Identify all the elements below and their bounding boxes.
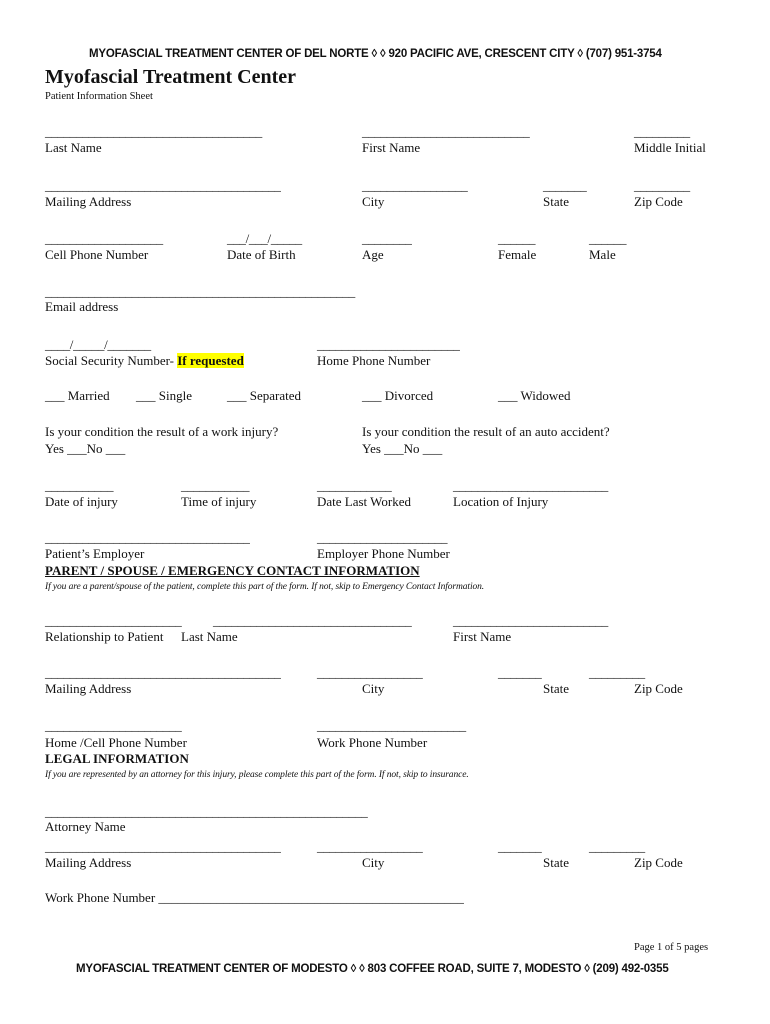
- age-field[interactable]: ________: [362, 231, 412, 246]
- emergency-note: If you are a parent/spouse of the patient, complete this part of the form. If not, skip to Emergency Contact Information.: [45, 582, 485, 592]
- female-field[interactable]: ______: [498, 231, 536, 246]
- emergency-first-name-field[interactable]: _________________________: [453, 613, 609, 628]
- single-option[interactable]: ___ Single: [136, 388, 192, 403]
- auto-accident-yes-no[interactable]: Yes ___No ___: [362, 441, 443, 456]
- emergency-last-name-label: Last Name: [181, 629, 238, 644]
- emergency-state-label: State: [543, 681, 569, 696]
- attorney-name-label: Attorney Name: [45, 819, 126, 834]
- emergency-zip-label: Zip Code: [634, 681, 683, 696]
- emergency-work-phone-field[interactable]: ________________________: [317, 718, 466, 733]
- cell-phone-label: Cell Phone Number: [45, 247, 149, 262]
- male-field[interactable]: ______: [589, 231, 627, 246]
- legal-state-field[interactable]: _______: [498, 839, 542, 854]
- emergency-city-field[interactable]: _________________: [317, 665, 423, 680]
- emergency-last-name-field[interactable]: ________________________________: [213, 613, 412, 628]
- zip-field[interactable]: _________: [634, 178, 690, 193]
- letterhead-top: MYOFASCIAL TREATMENT CENTER OF DEL NORTE ◊ ◊ 920 PACIFIC AVE, CRESCENT CITY ◊ (707) 951-3754: [89, 48, 662, 60]
- city-label: City: [362, 194, 385, 209]
- first-name-label: First Name: [362, 140, 421, 155]
- dob-field[interactable]: ___/___/_____: [227, 231, 302, 246]
- if-requested-highlight: If requested: [177, 353, 244, 368]
- last-name-field[interactable]: ___________________________________: [45, 124, 263, 139]
- time-injury-field[interactable]: ___________: [181, 478, 250, 493]
- emergency-first-name-label: First Name: [453, 629, 512, 644]
- email-field[interactable]: __________________________________________________: [45, 284, 356, 299]
- employer-label: Patient’s Employer: [45, 546, 145, 561]
- last-name-label: Last Name: [45, 140, 102, 155]
- work-injury-yes-no[interactable]: Yes ___No ___: [45, 441, 126, 456]
- date-last-worked-label: Date Last Worked: [317, 494, 412, 509]
- separated-option[interactable]: ___ Separated: [227, 388, 302, 403]
- relationship-label: Relationship to Patient: [45, 629, 164, 644]
- female-label: Female: [498, 247, 537, 262]
- date-injury-label: Date of injury: [45, 494, 118, 509]
- legal-zip-field[interactable]: _________: [589, 839, 645, 854]
- widowed-option[interactable]: ___ Widowed: [498, 388, 571, 403]
- page-subtitle: Patient Information Sheet: [45, 91, 153, 102]
- state-field[interactable]: _______: [543, 178, 587, 193]
- middle-initial-field[interactable]: _________: [634, 124, 690, 139]
- page-title: Myofascial Treatment Center: [45, 66, 297, 88]
- age-label: Age: [362, 247, 384, 262]
- emergency-state-field[interactable]: _______: [498, 665, 542, 680]
- auto-accident-question: Is your condition the result of an auto accident?: [362, 424, 610, 439]
- legal-city-field[interactable]: _________________: [317, 839, 423, 854]
- attorney-name-field[interactable]: ____________________________________________________: [45, 804, 368, 819]
- employer-field[interactable]: _________________________________: [45, 530, 250, 545]
- city-field[interactable]: _________________: [362, 178, 468, 193]
- legal-zip-label: Zip Code: [634, 855, 683, 870]
- dob-label: Date of Birth: [227, 247, 296, 262]
- home-phone-field[interactable]: _______________________: [317, 337, 460, 352]
- legal-work-phone[interactable]: Work Phone Number _______________________________________________: [45, 890, 464, 905]
- emergency-work-phone-label: Work Phone Number: [317, 735, 428, 750]
- employer-phone-field[interactable]: _____________________: [317, 530, 448, 545]
- ssn-field[interactable]: ____/_____/_______: [45, 337, 151, 352]
- home-cell-field[interactable]: ______________________: [45, 718, 182, 733]
- middle-initial-label: Middle Initial: [634, 140, 706, 155]
- date-injury-field[interactable]: ___________: [45, 478, 114, 493]
- first-name-field[interactable]: ___________________________: [362, 124, 530, 139]
- mailing-address-field[interactable]: ______________________________________: [45, 178, 281, 193]
- emergency-address-field[interactable]: ______________________________________: [45, 665, 281, 680]
- email-label: Email address: [45, 299, 119, 314]
- cell-phone-field[interactable]: ___________________: [45, 231, 163, 246]
- ssn-label-text: Social Security Number-: [45, 353, 178, 368]
- state-label: State: [543, 194, 569, 209]
- legal-city-label: City: [362, 855, 385, 870]
- relationship-field[interactable]: ______________________: [45, 613, 182, 628]
- legal-section-heading: LEGAL INFORMATION: [45, 751, 189, 766]
- legal-note: If you are represented by an attorney for this injury, please complete this part of the form. If not, skip to insurance.: [45, 770, 469, 780]
- emergency-address-label: Mailing Address: [45, 681, 132, 696]
- home-phone-label: Home Phone Number: [317, 353, 431, 368]
- legal-address-label: Mailing Address: [45, 855, 132, 870]
- emergency-section-heading: PARENT / SPOUSE / EMERGENCY CONTACT INFORMATION: [45, 563, 420, 578]
- page-number: Page 1 of 5 pages: [634, 942, 709, 953]
- male-label: Male: [589, 247, 616, 262]
- letterhead-bottom: MYOFASCIAL TREATMENT CENTER OF MODESTO ◊ ◊ 803 COFFEE ROAD, SUITE 7, MODESTO ◊ (209) 492-0355: [76, 963, 669, 975]
- time-injury-label: Time of injury: [181, 494, 257, 509]
- work-injury-question: Is your condition the result of a work injury?: [45, 424, 279, 439]
- mailing-address-label: Mailing Address: [45, 194, 132, 209]
- ssn-label: [45, 353, 244, 369]
- emergency-city-label: City: [362, 681, 385, 696]
- location-injury-field[interactable]: _________________________: [453, 478, 609, 493]
- location-injury-label: Location of Injury: [453, 494, 549, 509]
- zip-label: Zip Code: [634, 194, 683, 209]
- divorced-option[interactable]: ___ Divorced: [362, 388, 434, 403]
- employer-phone-label: Employer Phone Number: [317, 546, 450, 561]
- home-cell-label: Home /Cell Phone Number: [45, 735, 187, 750]
- legal-address-field[interactable]: ______________________________________: [45, 839, 281, 854]
- married-option[interactable]: ___ Married: [45, 388, 110, 403]
- date-last-worked-field[interactable]: ____________: [317, 478, 392, 493]
- legal-state-label: State: [543, 855, 569, 870]
- emergency-zip-field[interactable]: _________: [589, 665, 645, 680]
